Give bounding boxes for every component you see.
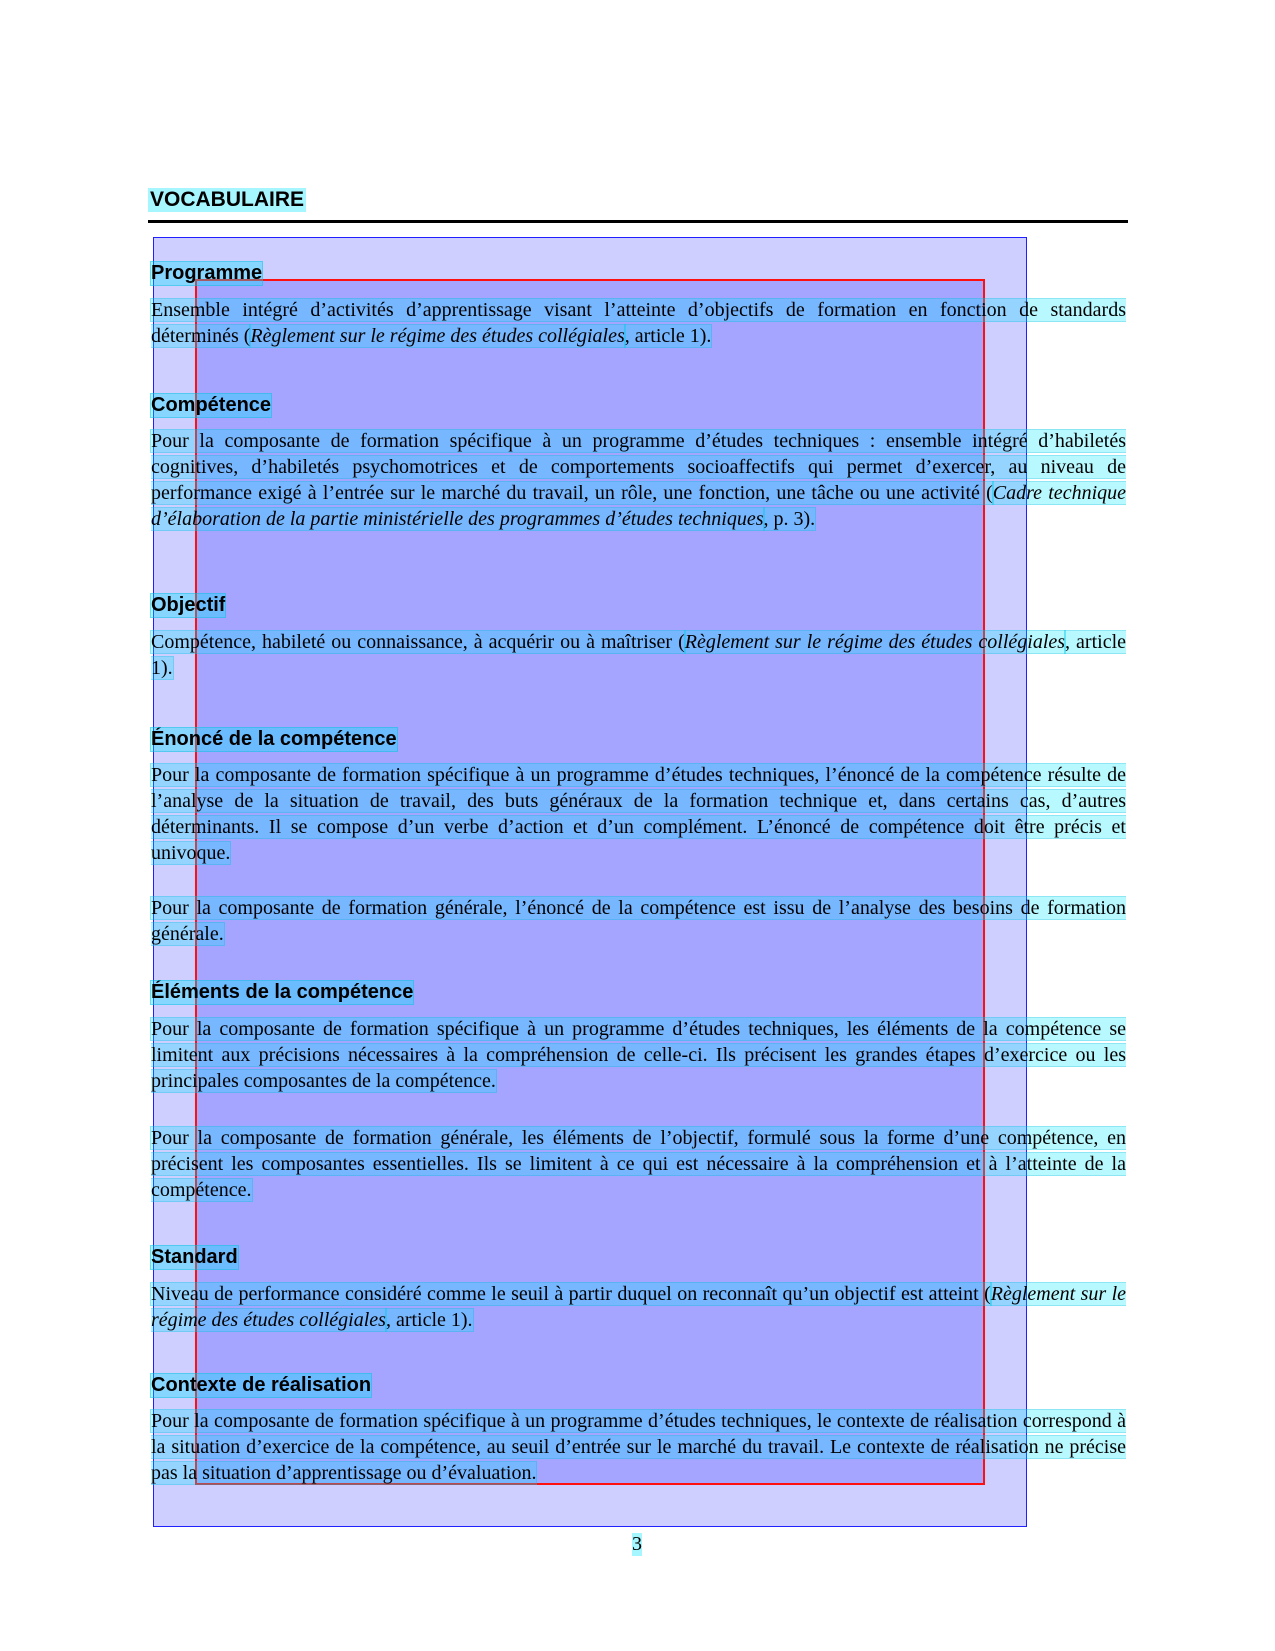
page-title: VOCABULAIRE: [150, 188, 305, 211]
paragraph-text: Compétence, habileté ou connaissance, à acquérir ou à maîtriser (: [151, 631, 685, 653]
paragraph-standard: [151, 1281, 1126, 1333]
section-title-contexte: Contexte de réalisation: [151, 1374, 372, 1396]
section-title-elements: Éléments de la compétence: [151, 981, 414, 1003]
paragraph-enonce-1: [151, 762, 1126, 866]
paragraph-elements-2: [151, 1125, 1126, 1203]
section-title-standard: Standard: [151, 1246, 238, 1268]
paragraph-objectif: [151, 629, 1126, 681]
section-title-objectif: Objectif: [151, 594, 226, 616]
paragraph-citation: Règlement sur le régime des études collégiales: [684, 631, 1066, 653]
paragraph-citation: Cadre technique d’élaboration de la partie ministérielle des programmes d’études techniques: [151, 482, 1126, 530]
paragraph-text: Pour la composante de formation spécifique à un programme d’études techniques, les éléments de la compétence se limitent aux précisions nécessaires à la compréhension de celle-ci. Ils précisent les grandes étapes d’exercice ou les principales composantes de la compétence.: [151, 1018, 1126, 1092]
paragraph-programme: [151, 297, 1126, 349]
section-title-enonce: Énoncé de la compétence: [151, 728, 397, 750]
paragraph-text-end: , article 1).: [151, 631, 1127, 679]
paragraph-text: Ensemble intégré d’activités d’apprentissage visant l’atteinte d’objectifs de formation en fonction de standards déterminés (: [151, 299, 1126, 347]
paragraph-competence: [151, 428, 1126, 532]
paragraph-text: Pour la composante de formation spécifique à un programme d’études techniques, le contexte de réalisation correspond à la situation d’exercice de la compétence, au seuil d’entrée sur le marché du travail. Le contexte de réalisation ne précise pas la situation d’apprentissage ou d’évaluation.: [151, 1410, 1126, 1484]
paragraph-text: Pour la composante de formation générale, l’énoncé de la compétence est issu de l’analyse des besoins de formation générale.: [151, 897, 1126, 945]
paragraph-elements-1: [151, 1016, 1126, 1094]
paragraph-citation: Règlement sur le régime des études collégiales: [151, 1283, 1126, 1331]
paragraph-text-end: , article 1).: [385, 1309, 473, 1331]
paragraph-enonce-2: [151, 895, 1126, 947]
paragraph-text-end: , article 1).: [624, 325, 712, 347]
paragraph-text: Pour la composante de formation spécifique à un programme d’études techniques : ensemble intégré d’habiletés cognitives, d’habiletés psychomotrices et de comportements socioaffectifs qui permet d’exercer, au niveau de performance exigé à l’entrée sur le marché du travail, un rôle, une fonction, une tâche ou une activité (: [151, 430, 1126, 504]
paragraph-citation: Règlement sur le régime des études collégiales: [250, 325, 625, 347]
header-divider: [148, 220, 1128, 223]
paragraph-text: Pour la composante de formation générale, les éléments de l’objectif, formulé sous la forme d’une compétence, en précisent les composantes essentielles. Ils se limitent à ce qui est nécessaire à la compréhension et à l’atteinte de la compétence.: [151, 1127, 1126, 1201]
paragraph-text: Pour la composante de formation spécifique à un programme d’études techniques, l’énoncé de la compétence résulte de l’analyse de la situation de travail, des buts généraux de la formation technique et, dans certains cas, d’autres déterminants. Il se compose d’un verbe d’action et d’un complément. L’énoncé de compétence doit être précis et univoque.: [151, 764, 1126, 864]
section-title-competence: Compétence: [151, 394, 272, 416]
section-title-programme: Programme: [151, 262, 263, 284]
page-number: 3: [632, 1533, 642, 1555]
paragraph-contexte: [151, 1408, 1126, 1486]
paragraph-text-end: , p. 3).: [763, 508, 816, 530]
paragraph-text: Niveau de performance considéré comme le seuil à partir duquel on reconnaît qu’un objectif est atteint (: [151, 1283, 991, 1305]
